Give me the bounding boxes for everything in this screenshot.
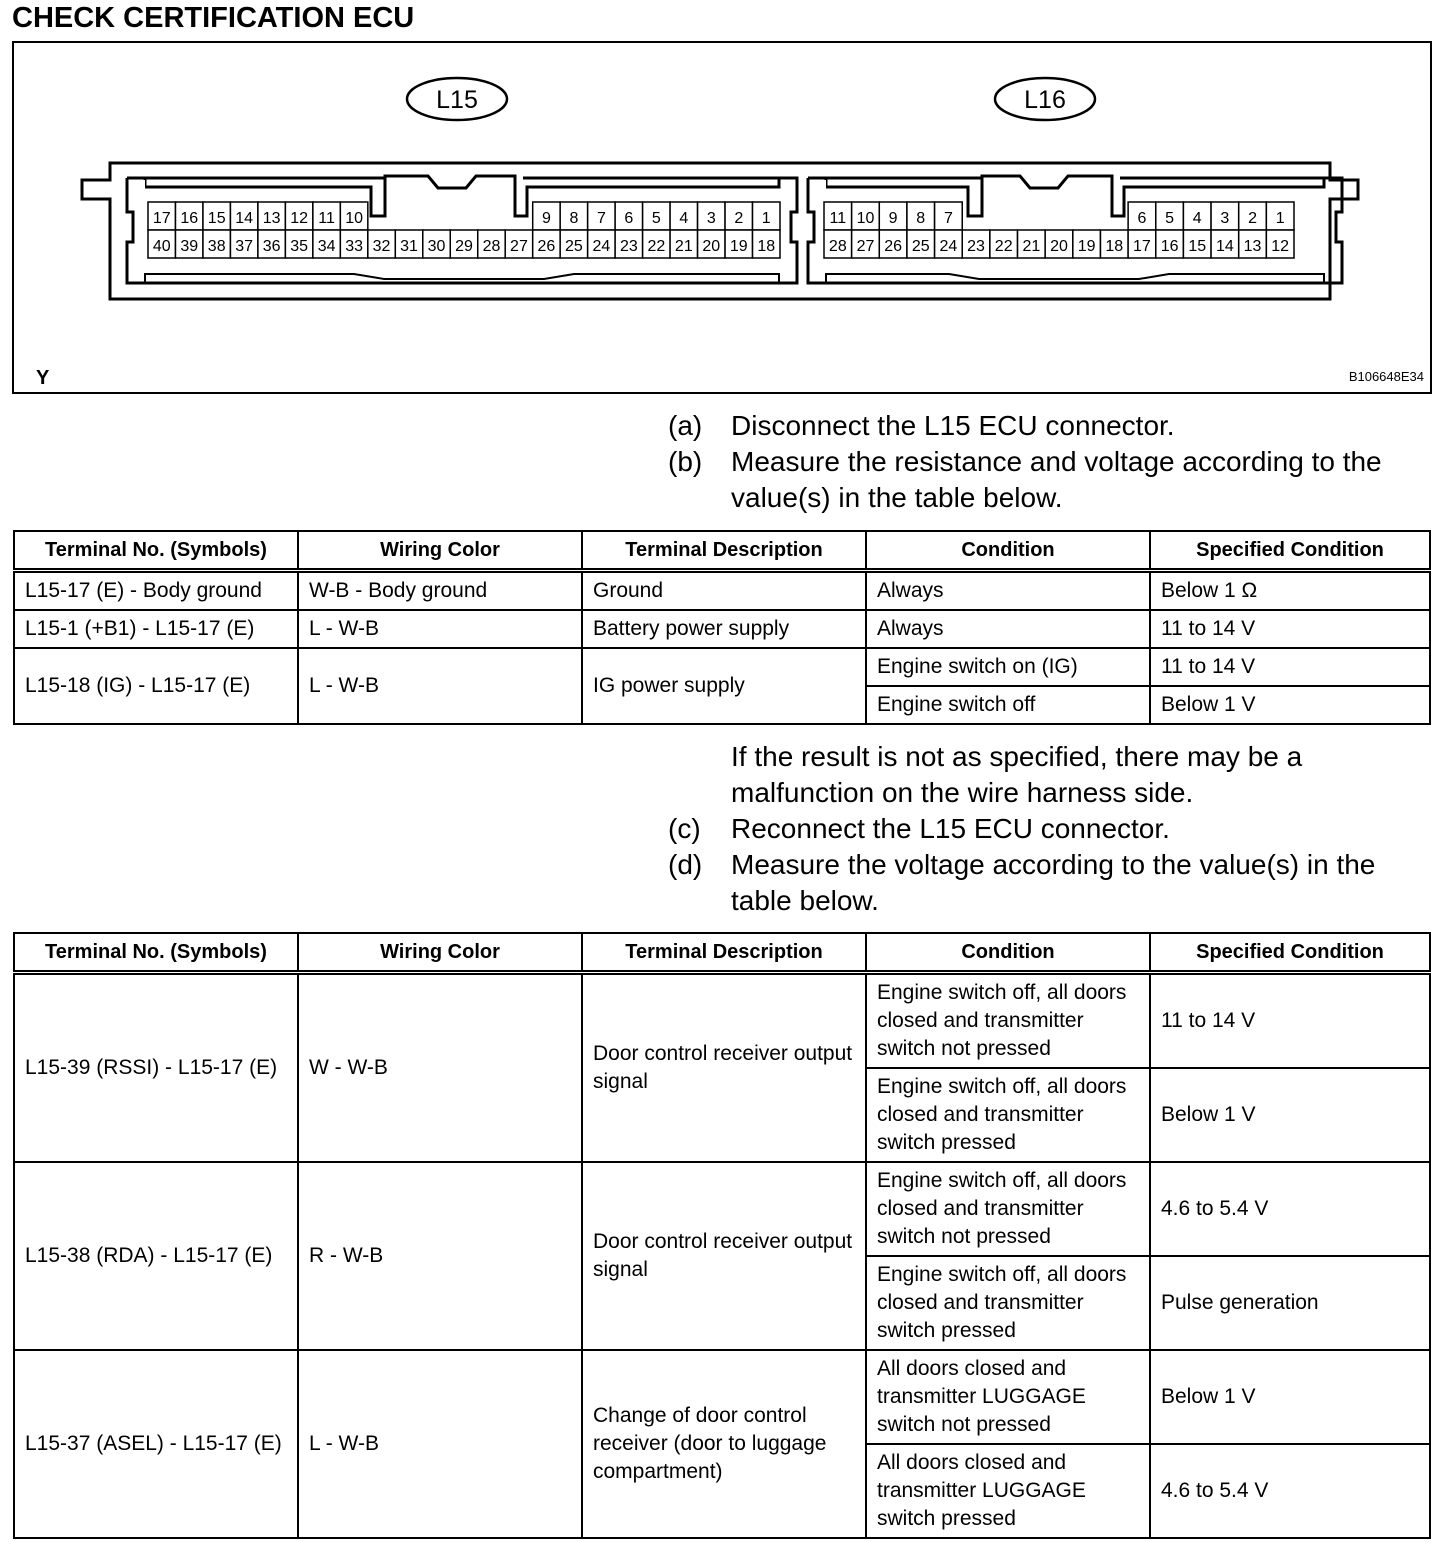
pin-number: 25 [565,238,583,255]
steps-cd [668,739,1408,919]
column-header: Terminal No. (Symbols) [14,531,298,571]
condition-cell: All doors closed and transmitter LUGGAGE switch pressed [866,1444,1150,1538]
spec-cell: Below 1 V [1150,686,1430,724]
pin-number: 8 [569,210,579,227]
pin-number: 25 [911,238,930,255]
connector-label: L15 [436,86,478,114]
page-title: CHECK CERTIFICATION ECU [12,2,415,34]
pin-number: 37 [235,238,254,255]
wiring-cell: L - W-B [298,610,582,648]
pin-number: 36 [262,238,281,255]
step-a [668,408,1408,444]
pin-number: 28 [828,238,847,255]
table-row [14,1350,1430,1444]
pin-number: 12 [1271,238,1290,255]
pin-number: 20 [702,238,721,255]
description-cell: IG power supply [582,648,866,724]
pin-number: 8 [916,210,926,227]
connector-label: L16 [1024,86,1066,114]
shell-gap [129,180,145,210]
pin-number: 3 [1220,210,1230,227]
terminal-cell: L15-1 (+B1) - L15-17 (E) [14,610,298,648]
pin-number: 18 [1105,238,1124,255]
condition-cell: Engine switch off [866,686,1150,724]
pin-number: 9 [888,210,898,227]
pin-number: 14 [1215,238,1234,255]
pin-number: 15 [1188,238,1207,255]
pin-number: 1 [761,210,771,227]
pin-number: 32 [372,238,391,255]
column-header: Specified Condition [1150,933,1430,973]
pin-number: 4 [1192,210,1202,227]
pin-number: 29 [455,238,473,255]
table-row [14,1162,1430,1256]
wiring-cell: R - W-B [298,1162,582,1350]
spec-cell: 11 to 14 V [1150,610,1430,648]
pin-number: 15 [207,210,226,227]
terminal-cell: L15-18 (IG) - L15-17 (E) [14,648,298,724]
pin-number: 35 [290,238,309,255]
pin-number: 16 [1160,238,1179,255]
terminal-cell: L15-17 (E) - Body ground [14,571,298,611]
spec-cell: Pulse generation [1150,1256,1430,1350]
terminal-cell: L15-39 (RSSI) - L15-17 (E) [14,973,298,1163]
note-text: If the result is not as specified, there may be a malfunction on the wire harness side. [731,741,1303,808]
column-header: Wiring Color [298,531,582,571]
table-row [14,610,1430,648]
condition-cell: Engine switch off, all doors closed and transmitter switch not pressed [866,973,1150,1069]
pin-number: 17 [1133,238,1151,255]
step-label: (d) [668,849,703,880]
pin-number: 27 [510,238,528,255]
condition-cell: Engine switch off, all doors closed and transmitter switch not pressed [866,1162,1150,1256]
description-cell: Ground [582,571,866,611]
column-header: Terminal No. (Symbols) [14,933,298,973]
condition-cell: All doors closed and transmitter LUGGAGE switch not pressed [866,1350,1150,1444]
pin-number: 22 [647,238,666,255]
pin-number: 21 [1022,238,1041,255]
pin-number: 24 [939,238,958,255]
pin-number: 23 [967,238,985,255]
pin-number: 24 [592,238,611,255]
pin-number: 7 [596,210,606,227]
step-text: Measure the voltage according to the value(s) in the table below. [731,849,1376,916]
pin-number: 5 [651,210,661,227]
column-header: Condition [866,531,1150,571]
column-header: Terminal Description [582,531,866,571]
pin-number: 14 [235,210,254,227]
step-label: (a) [668,410,703,441]
step-text: Measure the resistance and voltage according to the value(s) in the table below. [731,446,1382,513]
column-header: Specified Condition [1150,531,1430,571]
table-row [14,648,1430,686]
connector-figure [12,41,1432,394]
pin-number: 4 [679,210,689,227]
pin-number: 11 [829,210,847,227]
pin-number: 22 [994,238,1013,255]
pin-number: 12 [290,210,309,227]
step-d [668,847,1408,919]
table-1 [13,530,1431,725]
terminal-cell: L15-38 (RDA) - L15-17 (E) [14,1162,298,1350]
pin-number: 30 [427,238,446,255]
pin-number: 5 [1165,210,1175,227]
connector-diagram [2,2,1456,402]
table-row [14,571,1430,611]
wiring-cell: W - W-B [298,973,582,1163]
pin-number: 27 [856,238,875,255]
spec-cell: 4.6 to 5.4 V [1150,1162,1430,1256]
pin-number: 23 [619,238,638,255]
pin-number: 18 [757,238,776,255]
spec-cell: 11 to 14 V [1150,973,1430,1069]
pin-number: 20 [1050,238,1068,255]
pin-number: 17 [152,210,171,227]
step-c [668,811,1408,847]
header-row [14,933,1430,973]
pin-number: 7 [943,210,953,227]
steps-ab [668,408,1408,516]
description-cell: Door control receiver output signal [582,973,866,1163]
pin-number: 19 [729,238,748,255]
spec-cell: Below 1 V [1150,1350,1430,1444]
pin-number: 26 [884,238,903,255]
pin-number: 28 [482,238,501,255]
wiring-cell: L - W-B [298,1350,582,1538]
step-label: (b) [668,446,703,477]
terminal-cell: L15-37 (ASEL) - L15-17 (E) [14,1350,298,1538]
spec-cell: Below 1 V [1150,1068,1430,1162]
note [668,739,1408,811]
pin-number: 39 [180,238,199,255]
column-header: Wiring Color [298,933,582,973]
header-row [14,531,1430,571]
pin-number: 13 [262,210,281,227]
pin-number: 11 [318,210,335,227]
condition-cell: Always [866,571,1150,611]
pin-number: 40 [152,238,171,255]
wiring-cell: L - W-B [298,648,582,724]
condition-cell: Engine switch off, all doors closed and transmitter switch pressed [866,1256,1150,1350]
pin-number: 38 [207,238,226,255]
step-label: (c) [668,813,701,844]
pin-number: 1 [1275,210,1285,227]
step-b [668,444,1408,516]
description-cell: Door control receiver output signal [582,1162,866,1350]
pin-number: 2 [1248,210,1257,227]
wiring-cell: W-B - Body ground [298,571,582,611]
table-row [14,973,1430,1069]
pin-number: 19 [1077,238,1096,255]
pin-number: 6 [624,210,634,227]
pin-number: 10 [856,210,875,227]
pin-number: 33 [345,238,363,255]
table-2 [13,932,1431,1539]
description-cell: Change of door control receiver (door to luggage compartment) [582,1350,866,1538]
pin-number: 26 [537,238,556,255]
pin-number: 9 [541,210,551,227]
condition-cell: Always [866,610,1150,648]
spec-cell: 11 to 14 V [1150,648,1430,686]
column-header: Condition [866,933,1150,973]
step-text: Reconnect the L15 ECU connector. [731,813,1170,844]
pin-number: 6 [1137,210,1147,227]
pin-number: 10 [345,210,363,227]
pin-number: 16 [180,210,199,227]
pin-number: 34 [317,238,336,255]
pin-number: 3 [706,210,716,227]
spec-cell: Below 1 Ω [1150,571,1430,611]
step-text: Disconnect the L15 ECU connector. [731,410,1175,441]
pin-number: 2 [734,210,744,227]
column-header: Terminal Description [582,933,866,973]
view-letter: Y [36,367,50,389]
condition-cell: Engine switch off, all doors closed and transmitter switch pressed [866,1068,1150,1162]
pin-number: 31 [400,238,418,255]
description-cell: Battery power supply [582,610,866,648]
spec-cell: 4.6 to 5.4 V [1150,1444,1430,1538]
pin-number: 21 [674,238,693,255]
pin-number: 13 [1243,238,1262,255]
figure-code: B106648E34 [1348,369,1424,384]
condition-cell: Engine switch on (IG) [866,648,1150,686]
